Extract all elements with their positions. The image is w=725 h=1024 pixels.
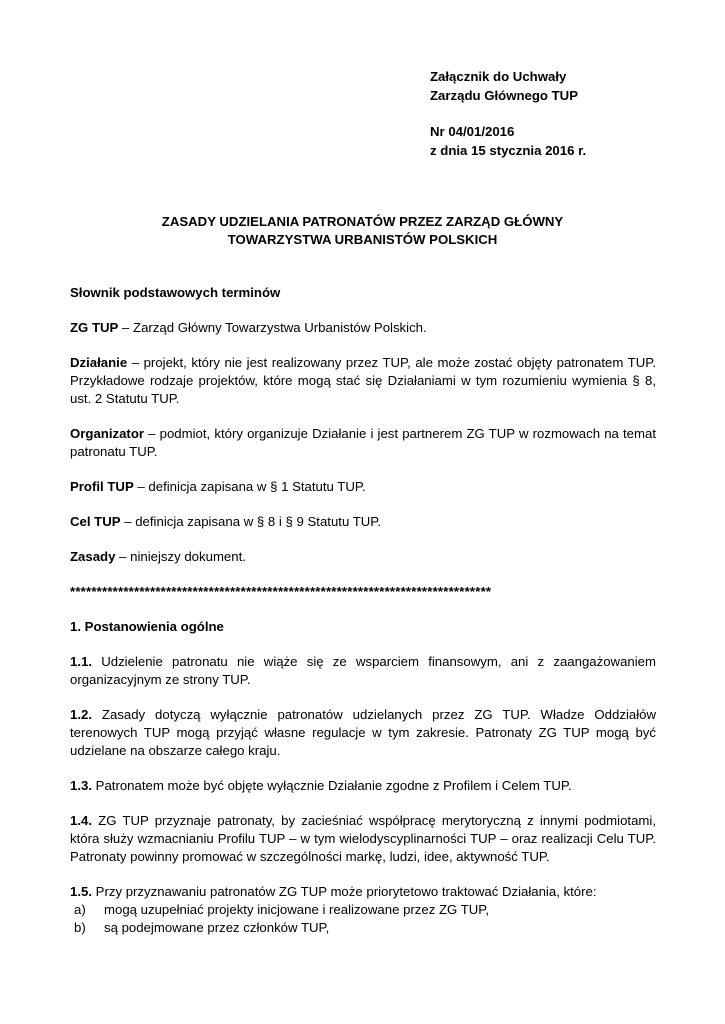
point-text: ZG TUP przyznaje patronaty, by zacieśniać współpracę merytoryczną z innymi podmiotami, która służy wzmacnianiu Profilu TUP – w tym wielodyscyplinarności TUP – oraz realizacji Celu TUP. Patronaty powinny promować w szczególności markę, ludzi, idee, aktywność TUP. [70,813,656,864]
glossary-term-profil [70,478,656,496]
point-number: 1.4. [70,813,92,828]
point-1-2 [70,706,656,760]
title-line-2: TOWARZYSTWA URBANISTÓW POLSKICH [227,232,498,247]
term-definition: – niniejszy dokument. [115,549,246,564]
term-label: Działanie [70,355,128,370]
list-item-text: są podejmowane przez członków TUP, [104,920,330,935]
point-number: 1.2. [70,707,92,722]
term-definition: – definicja zapisana w § 1 Statutu TUP. [133,479,366,494]
point-text: Zasady dotyczą wyłącznie patronatów udzielanych przez ZG TUP. Władze Oddziałów terenowych TUP mogą przyjąć własne regulacje w tym zakresie. Patronaty ZG TUP mogą być udzielane na obszarze całego kraju. [70,707,656,758]
glossary-heading: Słownik podstawowych terminów [70,285,281,300]
header-line-board: Zarządu Głównego TUP [430,87,578,103]
header-line-number: Nr 04/01/2016 [430,124,515,139]
glossary-term-organizator [70,425,656,461]
term-label: Zasady [70,549,116,564]
term-definition: – podmiot, który organizuje Działanie i jest partnerem ZG TUP w rozmowach na temat patronatu TUP. [70,426,656,459]
resolution-header [430,68,586,160]
glossary-term-zasady [70,548,656,566]
section-1-heading: 1. Postanowienia ogólne [70,619,224,634]
point-number: 1.5. [70,884,92,899]
point-number: 1.3. [70,778,92,793]
document-body [70,284,656,937]
list-item [74,901,656,919]
glossary-term-dzialanie [70,354,656,408]
term-label: Cel TUP [70,514,121,529]
header-line-date: z dnia 15 stycznia 2016 r. [430,142,587,158]
term-definition: – projekt, który nie jest realizowany przez TUP, ale może zostać objęty patronatem TUP. Przykładowe rodzaje projektów, które mogą stać się Działaniami w tym rozumieniu wymienia § 8, ust. 2 Statutu TUP. [70,355,656,406]
point-1-5 [70,883,656,901]
point-text: Udzielenie patronatu nie wiąże się ze wsparciem finansowym, ani z zaangażowaniem organizacyjnym ze strony TUP. [70,654,656,687]
term-label: Profil TUP [70,479,134,494]
title-line-1: ZASADY UDZIELANIA PATRONATÓW PRZEZ ZARZĄD GŁÓWNY [161,214,564,229]
term-label: ZG TUP [70,320,119,335]
header-line-attachment: Załącznik do Uchwały [430,69,567,84]
header-gap [430,105,586,123]
section-separator: ******************************************************************************* [70,584,492,599]
point-1-4 [70,812,656,866]
point-1-5-list [70,901,656,937]
list-marker: a) [74,902,86,917]
point-number: 1.1. [70,654,92,669]
point-1-1 [70,653,656,689]
point-text: Przy przyznawaniu patronatów ZG TUP może priorytetowo traktować Działania, które: [92,884,597,899]
list-item [74,919,656,937]
point-1-3 [70,777,656,795]
list-marker: b) [74,920,86,935]
term-definition: – Zarząd Główny Towarzystwa Urbanistów Polskich. [118,320,427,335]
glossary-term-cel [70,513,656,531]
list-item-text: mogą uzupełniać projekty inicjowane i realizowane przez ZG TUP, [104,902,490,917]
term-label: Organizator [70,426,145,441]
term-definition: – definicja zapisana w § 8 i § 9 Statutu TUP. [120,514,382,529]
document-title [70,213,655,249]
glossary-term-zgtup [70,319,656,337]
point-text: Patronatem może być objęte wyłącznie Działanie zgodne z Profilem i Celem TUP. [92,778,572,793]
